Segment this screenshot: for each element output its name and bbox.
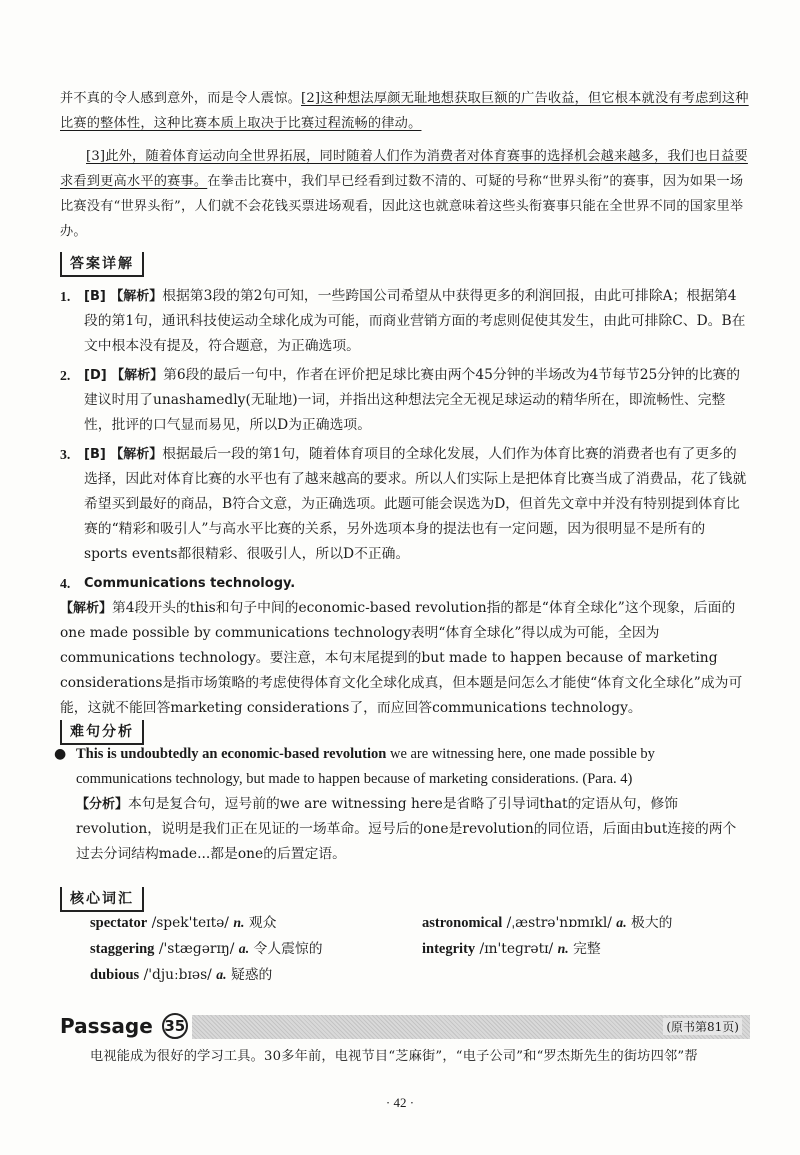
vocab-entry — [90, 962, 323, 988]
vocab-pos: a. — [216, 967, 227, 982]
vocab-entry — [90, 936, 323, 962]
translation-underlined-text: [2]这种想法厚颜无耻地想获取巨额的广告收益，但它根本就没有考虑到这种比赛的整体性，这种比赛本质上取决于比赛过程流畅的律动。 — [60, 91, 749, 131]
analysis-tag: 【解析】 — [110, 289, 163, 304]
sentence-bold: This is undoubtedly an economic-based revolution — [76, 746, 387, 762]
vocab-word: staggering — [90, 941, 155, 957]
answer-number: 1. — [60, 289, 71, 304]
vocab-pos: a. — [616, 915, 627, 930]
answer-number: 3. — [60, 447, 71, 462]
passage-first-line: 电视能成为很好的学习工具。30多年前，电视节目“芝麻街”，“电子公司”和“罗杰斯先生的街坊四邻”帮 — [90, 1049, 698, 1064]
vocab-word: astronomical — [422, 915, 503, 931]
vocab-ipa: /'djuːbɪəs/ — [143, 967, 212, 983]
analysis-tag: 【解析】 — [110, 447, 163, 462]
bullet-icon: ● — [54, 746, 67, 762]
vocab-ipa: /ɪn'teɡrətɪ/ — [479, 941, 554, 957]
answers-list — [60, 284, 748, 721]
vocab-entry — [90, 910, 323, 936]
vocab-ipa: /spek'teɪtə/ — [151, 915, 229, 931]
difficult-sentence-block — [54, 742, 750, 867]
answer-item — [60, 284, 748, 359]
answer-key: Communications technology. — [84, 576, 296, 591]
vocab-meaning: 完整 — [573, 941, 601, 957]
vocab-pos: a. — [238, 941, 250, 956]
translation-underlined-text: [3]此外，随着体育运动向全世界拓展，同时随着人们作为消费者对体育赛事的选择机会越来越多，我们也日益要求看到更高水平的赛事。 — [60, 149, 748, 189]
answer-number: 2. — [60, 368, 71, 383]
answer-key: [B] — [84, 447, 106, 462]
answer-text: 根据最后一段的第1句，随着体育项目的全球化发展，人们作为体育比赛的消费者也有了更多的选择，因此对体育比赛的水平也有了越来越高的要求。所以人们实际上是把体育比赛当成了消费品，花了钱就希望买到最好的商品，B符合文意，为正确选项。此题可能会误选为D，但首先文章中并没有特别提到体育比赛的“精彩和吸引人”与高水平比赛的关系，另外选项本身的提法也有一定问题，因为很明显不是所有的sports events都很精彩、很吸引人，所以D不正确。 — [84, 446, 747, 562]
analysis-tag: 【解析】 — [111, 368, 164, 383]
vocab-word: spectator — [90, 915, 148, 931]
difficult-sentence-heading: 难句分析 — [60, 720, 144, 745]
passage-number: 35 — [162, 1013, 188, 1039]
vocab-ipa: /'stæɡərɪŋ/ — [158, 941, 235, 957]
answer-key: [D] — [84, 368, 107, 383]
page-number: · 42 · — [385, 1095, 415, 1110]
translation-para-2 — [60, 86, 750, 136]
passage-title — [60, 1013, 192, 1039]
answer-item — [60, 571, 748, 596]
analysis-tag: 【分析】 — [76, 797, 129, 812]
translation-text: 在拳击比赛中，我们早已经看到过数不清的、可疑的号称“世界头衔”的赛事，因为如果一场比赛没有“世界头衔”，人们就不会花钱买票进场观看，因此这也就意味着这些头衔赛事只能在全世界不同的国家里举办。 — [60, 174, 744, 239]
vocab-pos: n. — [557, 941, 569, 956]
answer-text: 第4段开头的this和句子中间的economic-based revolution指的都是“体育全球化”这个现象，后面的one made possible by communications technology表明“体育全球化”得以成为可能，全因为communications technology。要注意，本句末尾提到的but made to happen because of marketing considerations是指市场策略的考虑使得体育文化全球化成真，但本题是问怎么才能使“体育文化全球化”成为可能，这就不能回答marketing considerations了，而应回答communications technology。 — [60, 600, 743, 716]
answers-heading: 答案详解 — [60, 252, 144, 277]
answer-key: [B] — [84, 289, 106, 304]
translation-block — [60, 86, 750, 244]
vocab-pos: n. — [233, 915, 245, 930]
vocab-ipa: /ˌæstrə'nɒmɪkl/ — [506, 915, 612, 931]
passage-label: Passage — [60, 1014, 153, 1038]
vocab-word: integrity — [422, 941, 476, 957]
answer-text: 第6段的最后一句中，作者在评价把足球比赛由两个45分钟的半场改为4节每节25分钟的比赛的建议时用了unashamedly(无耻地)一词，并指出这种想法完全无视足球运动的精华所在，即流畅性、完整性，批评的口气显而易见，所以D为正确选项。 — [84, 367, 741, 433]
analysis-text: 本句是复合句，逗号前的we are witnessing here是省略了引导词that的定语从句，修饰revolution，说明是我们正在见证的一场革命。逗号后的one是revolution的同位语，后面由but连接的两个过去分词结构made...都是one的后置定语。 — [76, 796, 737, 862]
passage-page-ref: (原书第81页) — [663, 1018, 742, 1035]
vocab-entry — [422, 936, 672, 962]
vocab-column-right — [422, 910, 672, 962]
translation-para-3 — [60, 144, 750, 244]
translation-text: 并不真的令人感到意外，而是令人震惊。 — [60, 91, 301, 106]
vocab-entry — [422, 910, 672, 936]
answer-number: 4. — [60, 576, 71, 591]
vocab-meaning: 令人震惊的 — [253, 941, 323, 957]
vocab-meaning: 观众 — [248, 915, 277, 931]
vocab-word: dubious — [90, 967, 140, 983]
passage-header-bar — [60, 1015, 750, 1039]
answer-item-4-analysis — [60, 596, 748, 721]
analysis-tag: 【解析】 — [60, 601, 113, 616]
vocab-meaning: 极大的 — [631, 915, 673, 931]
vocab-heading: 核心词汇 — [60, 887, 144, 912]
answer-text: 根据第3段的第2句可知，一些跨国公司希望从中获得更多的利润回报，由此可排除A；根据第4段的第1句，通讯科技使运动全球化成为可能，而商业营销方面的考虑则促使其发生，由此可排除C、D。B在文中根本没有提及，符合题意，为正确选项。 — [84, 288, 746, 354]
vocab-meaning: 疑惑的 — [230, 967, 273, 983]
answer-item — [60, 442, 748, 567]
sentence-rest: we are witnessing here, one made possible by communications technology, but made to happen because of marketing considerations. (Para. 4) — [76, 746, 655, 787]
vocab-column-left — [90, 910, 323, 988]
answer-item — [60, 363, 748, 438]
